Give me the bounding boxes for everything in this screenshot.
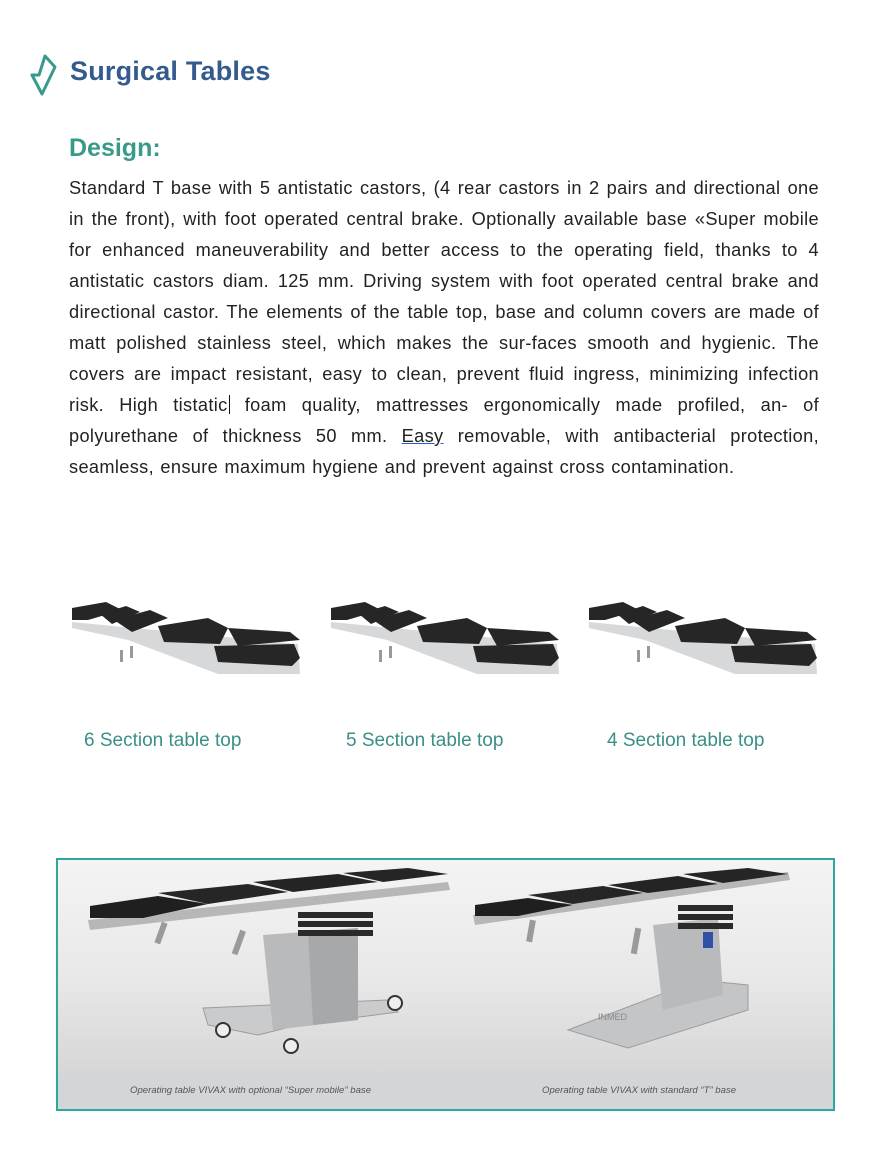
table-top-image-6-section — [68, 592, 308, 687]
paragraph-text-3: removable, with antibacterial protection, seamless, ensure maximum hygiene and prevent against cross contamination. — [69, 426, 820, 477]
table-top-label-4: 4 Section table top — [607, 730, 765, 751]
handle — [637, 650, 640, 662]
mattress-section — [417, 618, 487, 644]
table-super-mobile — [88, 868, 450, 1053]
paragraph-text-1: Standard T base with 5 antistatic castors, (4 rear castors in 2 pairs and directional one in the front), with foot operated central brake. Optionally available base «Super mobile for enhanced maneuverability and better access to the operating field, thanks to 4 antistatic castors diam. 125 mm. Driving system with foot operated central brake and directional castor. The elements of the table top, base and column covers are made of matt polished stainless steel, which makes the sur-faces smooth and hygienic. The covers are impact resistant, easy to clean, prevent fluid ingress, minimizing infection risk. High tistatic — [69, 178, 819, 415]
easy-link[interactable]: Easy — [401, 426, 444, 446]
diamond-outline-icon — [28, 53, 58, 97]
section-heading-design: Design: — [69, 134, 161, 162]
operating-tables-illustration — [58, 860, 833, 1075]
caption-super-mobile: Operating table VIVAX with optional “Super mobile” base — [130, 1085, 372, 1096]
mattress-section — [675, 618, 745, 644]
table-top-image-5-section — [327, 592, 567, 687]
paragraph-text-2: foam quality, mattresses ergonomically made profiled, an- of polyurethane of thickness 50 mm. — [69, 395, 819, 446]
handle — [120, 650, 123, 662]
table-standard-t — [473, 868, 790, 1048]
table-top-image-4-section — [585, 592, 825, 687]
page-title: Surgical Tables — [70, 56, 271, 86]
handle — [379, 650, 382, 662]
handle — [389, 646, 392, 658]
design-paragraph — [69, 173, 819, 483]
mattress-section — [158, 618, 228, 644]
brand-mark: INMED — [598, 1012, 627, 1022]
handle — [647, 646, 650, 658]
table-top-label-6: 6 Section table top — [84, 730, 242, 751]
handle — [130, 646, 133, 658]
operating-table-photo — [56, 858, 835, 1111]
table-top-label-5: 5 Section table top — [346, 730, 504, 751]
caption-standard-t: Operating table VIVAX with standard “T” base — [542, 1085, 737, 1096]
